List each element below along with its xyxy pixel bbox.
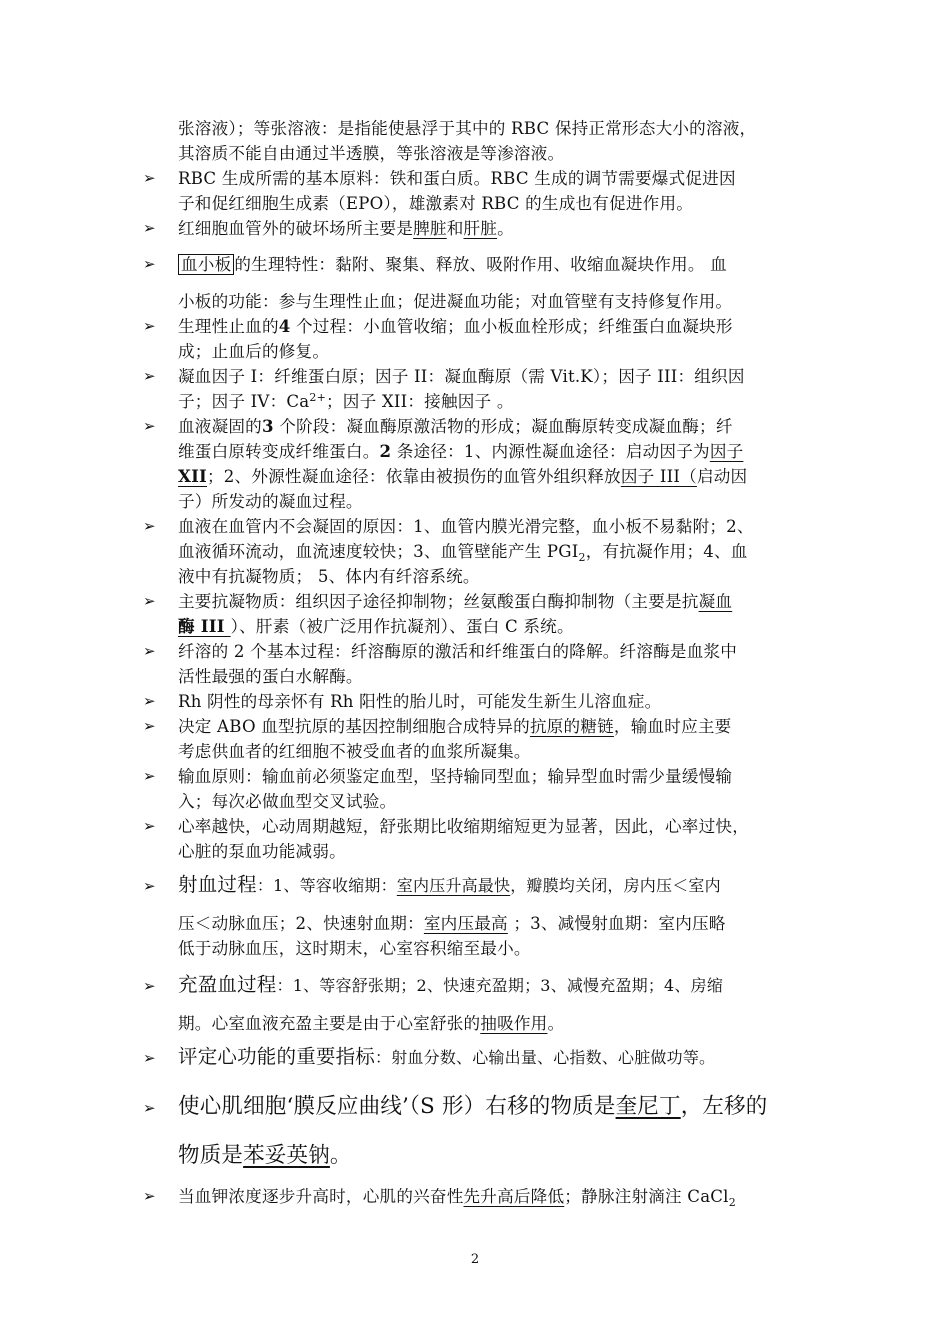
text-line: 心率越快，心动周期越短，舒张期比收缩期缩短更为显著，因此，心率过快，	[178, 817, 749, 836]
text-span: 主要抗凝物质：组织因子途径抑制物；丝氨酸蛋白酶抑制物（主要是抗	[178, 592, 699, 611]
large-heading-term: 评定心功能的重要指标	[178, 1045, 376, 1068]
text-line	[178, 589, 808, 614]
text-line	[178, 414, 808, 439]
text-line: 液中有抗凝物质； 5、体内有纤溶系统。	[178, 567, 480, 586]
text-span: 红细胞血管外的破坏场所主要是	[178, 219, 414, 238]
text-span: 个过程：小血管收缩；血小板血栓形成；纤维蛋白血凝块形	[290, 317, 733, 336]
text-span: ，有抗凝作用；4、血	[585, 542, 748, 561]
large-heading-term: 射血过程	[178, 873, 257, 896]
underlined-term: 苯妥英钠	[243, 1143, 330, 1168]
text-span: ：射血分数、心输出量、心指数、心脏做功等。	[375, 1048, 716, 1067]
bullet-icon: ➢	[143, 255, 156, 273]
page-number: 2	[470, 1252, 480, 1267]
text-line	[178, 1092, 808, 1122]
text-span: ；因子 XII：接触因子 。	[326, 392, 514, 411]
bullet-icon: ➢	[143, 417, 156, 435]
text-span: ；2、外源性凝血途径：依靠由被损伤的血管外组织释放	[207, 467, 621, 486]
underlined-term: 凝血	[698, 592, 733, 611]
text-span: ；静脉注射滴注 CaCl	[564, 1187, 729, 1206]
bullet-icon: ➢	[143, 317, 156, 335]
bullet-icon: ➢	[143, 517, 156, 535]
underlined-term: 因子	[709, 442, 744, 461]
text-line	[178, 389, 808, 414]
text-span: ，输血时应主要	[613, 717, 732, 736]
superscript: 2+	[309, 391, 326, 404]
text-line: Rh 阴性的母亲怀有 Rh 阳性的胎儿时，可能发生新生儿溶血症。	[178, 692, 662, 711]
text-line: 张溶液）；等张溶液：是指能使悬浮于其中的 RBC 保持正常形态大小的溶液，	[178, 119, 757, 138]
underlined-term: 室内压升高最快	[396, 876, 511, 895]
bullet-icon: ➢	[143, 877, 156, 895]
bullet-icon: ➢	[143, 767, 156, 785]
bullet-icon: ➢	[143, 219, 156, 237]
text-span: 的生理特性：黏附、聚集、释放、吸附作用、收缩血凝块作用。 血	[234, 255, 727, 274]
text-line: 小板的功能：参与生理性止血；促进凝血功能；对血管壁有支持修复作用。	[178, 292, 733, 311]
text-line	[178, 714, 808, 739]
text-span: 物质是	[178, 1143, 244, 1168]
text-line	[178, 872, 808, 898]
subscript: 2	[578, 551, 586, 564]
text-line: 低于动脉血压，这时期末，心室容积缩至最小。	[178, 939, 531, 958]
bold-number: 4	[278, 316, 291, 336]
text-line: 纤溶的 2 个基本过程：纤溶酶原的激活和纤维蛋白的降解。纤溶酶是血浆中	[178, 642, 738, 661]
text-line	[178, 911, 808, 936]
text-line	[178, 539, 808, 564]
text-line: 血液在血管内不会凝固的原因：1、血管内膜光滑完整，血小板不易黏附；2、	[178, 517, 754, 536]
underlined-term: 先升高后降低	[463, 1187, 565, 1206]
underlined-term: 抗原的糖链	[529, 717, 614, 736]
text-span: 条途径：1、内源性凝血途径：启动因子为	[391, 442, 710, 461]
text-line	[178, 972, 808, 998]
boxed-term: 血小板	[178, 254, 234, 275]
text-line	[178, 1184, 808, 1209]
underlined-term: 肝脏	[463, 219, 498, 238]
text-line: 子）所发动的凝血过程。	[178, 492, 363, 511]
text-span: 和	[446, 219, 464, 238]
text-span: 。	[497, 219, 514, 238]
text-line	[178, 1044, 808, 1070]
text-line: 子和促红细胞生成素（EPO），雄激素对 RBC 的生成也有促进作用。	[178, 194, 694, 213]
text-line: 成；止血后的修复。	[178, 342, 330, 361]
bullet-icon: ➢	[143, 367, 156, 385]
text-span: ；3、减慢射血期：室内压略	[507, 914, 726, 933]
text-line: 活性最强的蛋白水解酶。	[178, 667, 363, 686]
text-line	[178, 464, 808, 489]
bullet-icon: ➢	[143, 642, 156, 660]
text-line: 输血原则：输血前必须鉴定血型，坚持输同型血；输异型血时需少量缓慢输	[178, 767, 733, 786]
bullet-icon: ➢	[143, 977, 156, 995]
bullet-icon: ➢	[143, 592, 156, 610]
text-span: 维蛋白原转变成纤维蛋白。	[178, 442, 380, 461]
text-span: 生理性止血的	[178, 317, 279, 336]
text-span: 血液循环流动，血流速度较快；3、血管壁能产生 PGI	[178, 542, 579, 561]
bullet-icon: ➢	[143, 692, 156, 710]
text-line	[178, 314, 808, 339]
underlined-term: 室内压最高	[423, 914, 508, 933]
text-span: 个阶段：凝血酶原激活物的形成；凝血酶原转变成凝血酶；纤	[273, 417, 733, 436]
underlined-term: 抽吸作用	[480, 1014, 548, 1033]
text-span: 期。心室血液充盈主要是由于心室舒张的	[178, 1014, 481, 1033]
text-span: 子；因子 IV：Ca	[178, 392, 310, 411]
subscript: 2	[728, 1196, 736, 1209]
text-line	[178, 216, 808, 241]
text-line: RBC 生成所需的基本原料：铁和蛋白质。RBC 生成的调节需要爆式促进因	[178, 169, 736, 188]
underlined-term: XII	[178, 466, 207, 486]
text-line: 心脏的泵血功能减弱。	[178, 842, 346, 861]
underlined-term: 因子 III（	[620, 467, 697, 486]
bullet-icon: ➢	[143, 717, 156, 735]
bullet-icon: ➢	[143, 1099, 156, 1117]
text-span: 启动因	[696, 467, 748, 486]
text-span: 使心肌细胞‘膜反应曲线’（S 形）右移的物质是	[178, 1094, 616, 1119]
bold-number: 3	[261, 416, 274, 436]
underlined-term: 脾脏	[413, 219, 447, 238]
text-span: ，左移的	[680, 1094, 768, 1119]
text-span: 压＜动脉血压；2、快速射血期：	[178, 914, 424, 933]
text-line	[178, 614, 808, 639]
text-span: 当血钾浓度逐步升高时，心肌的兴奋性	[178, 1187, 464, 1206]
text-line	[178, 1141, 808, 1171]
text-span: ，瓣膜均关闭，房内压＜室内	[510, 876, 721, 895]
text-line: 凝血因子 I：纤维蛋白原；因子 II：凝血酶原（需 Vit.K）；因子 III：组织因	[178, 367, 745, 386]
bullet-icon: ➢	[143, 1049, 156, 1067]
text-span: 。	[329, 1143, 352, 1168]
text-line	[178, 439, 808, 464]
large-heading-term: 充盈血过程	[178, 973, 277, 996]
bullet-icon: ➢	[143, 169, 156, 187]
text-line	[178, 252, 808, 277]
text-line: 入；每次必做血型交叉试验。	[178, 792, 397, 811]
text-line: 考虑供血者的红细胞不被受血者的血浆所凝集。	[178, 742, 531, 761]
text-span: 决定 ABO 血型抗原的基因控制细胞合成特异的	[178, 717, 530, 736]
underlined-term: 酶 III	[178, 616, 231, 636]
text-span: 血液凝固的	[178, 417, 262, 436]
underlined-term: 奎尼丁	[615, 1094, 681, 1119]
text-span: ）、肝素（被广泛用作抗凝剂）、蛋白 C 系统。	[230, 617, 574, 636]
text-line	[178, 1011, 808, 1036]
text-line: 其溶质不能自由通过半透膜，等张溶液是等渗溶液。	[178, 144, 565, 163]
text-span: 。	[547, 1014, 565, 1033]
bullet-icon: ➢	[143, 1187, 156, 1205]
bullet-icon: ➢	[143, 817, 156, 835]
bold-number: 2	[379, 441, 392, 461]
text-span: ：1、等容收缩期：	[256, 876, 397, 895]
text-span: ：1、等容舒张期；2、快速充盈期；3、减慢充盈期；4、房缩	[276, 976, 724, 995]
